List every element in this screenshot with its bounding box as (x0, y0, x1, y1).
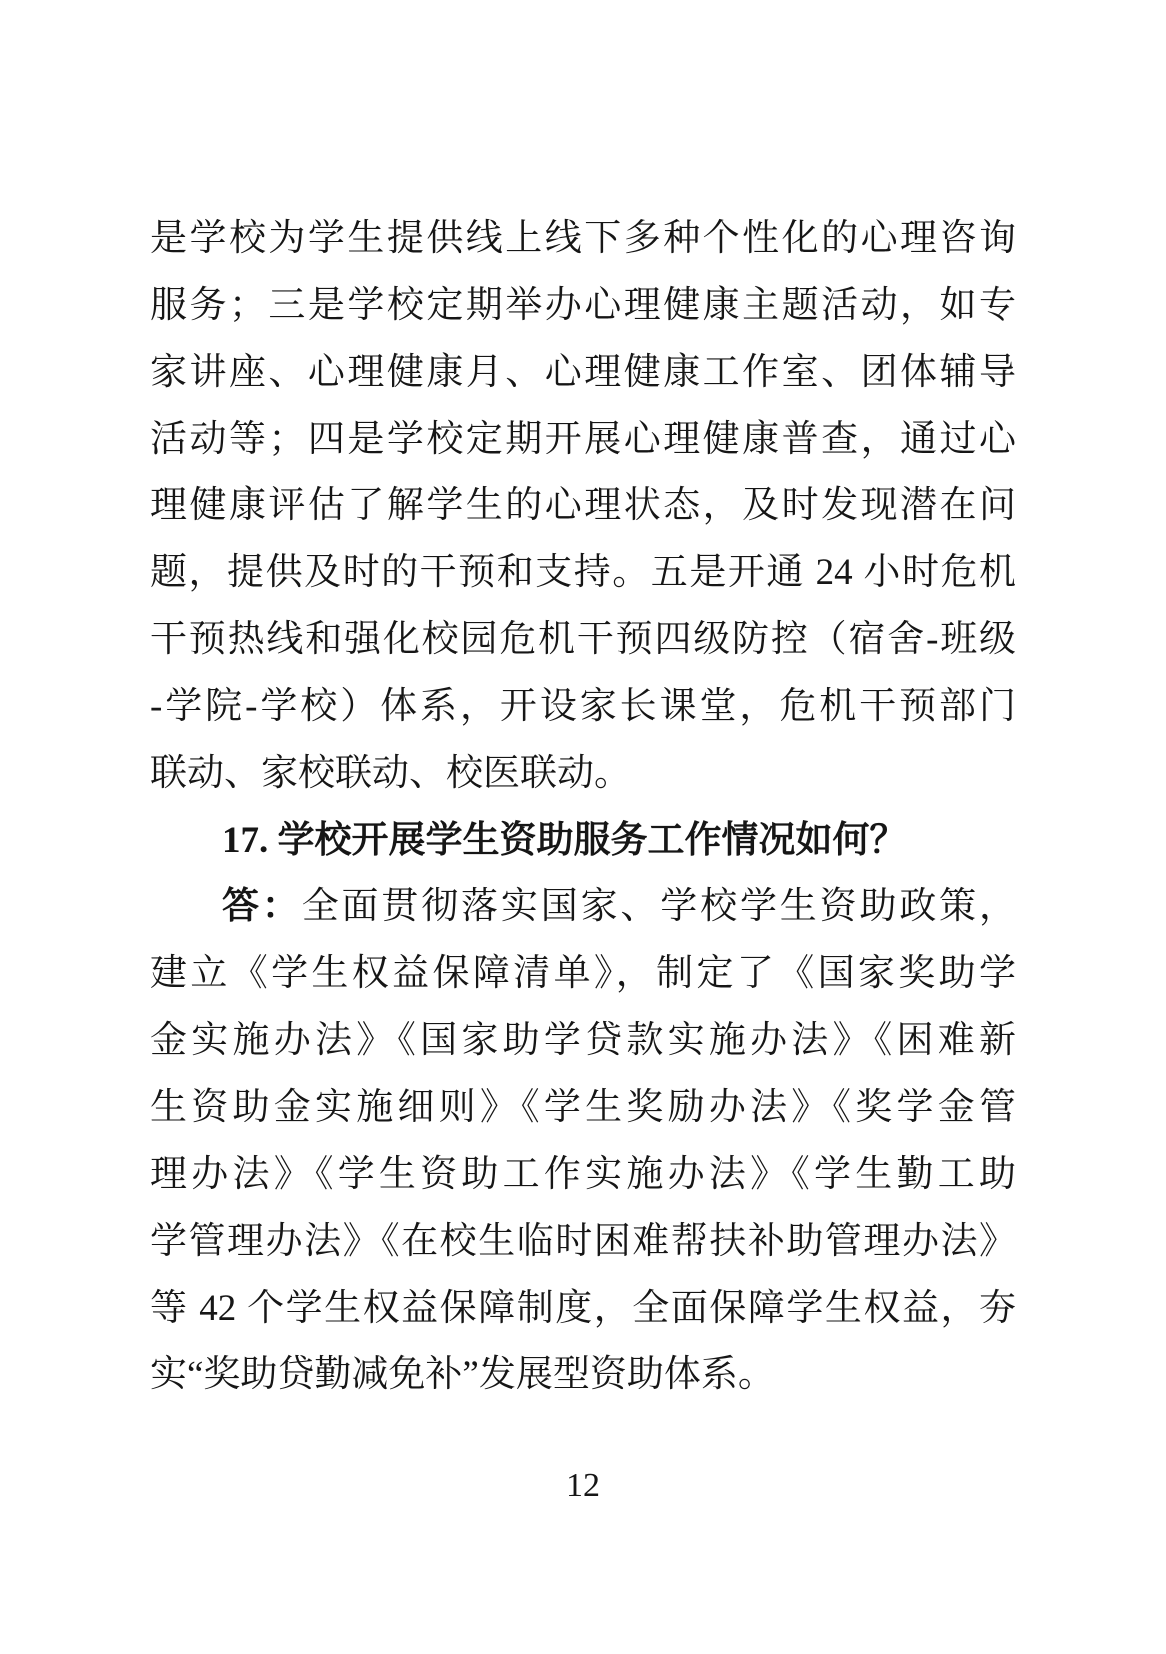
body-line: 题，提供及时的干预和支持。五是开通 24 小时危机 (150, 552, 1016, 594)
answer-prefix: 答： (222, 886, 302, 928)
body-line: 干预热线和强化校园危机干预四级防控（宿舍-班级 (150, 619, 1016, 661)
body-line: 是学校为学生提供线上线下多种个性化的心理咨询 (150, 218, 1016, 259)
question-17-heading: 17. 学校开展学生资助服务工作情况如何？ (222, 819, 907, 861)
body-line: 学管理办法》《在校生临时困难帮扶补助管理办法》 (150, 1220, 1016, 1262)
body-line: 等 42 个学生权益保障制度，全面保障学生权益，夯 (150, 1287, 1016, 1329)
body-line (150, 874, 1016, 941)
body-line: 生资助金实施细则》《学生奖励办法》《奖学金管 (150, 1086, 1016, 1128)
body-line: 家讲座、心理健康月、心理健康工作室、团体辅导 (150, 351, 1016, 393)
body-line: -学院-学校）体系，开设家长课堂，危机干预部门 (150, 685, 1016, 727)
body-line: 理健康评估了解学生的心理状态，及时发现潜在问 (150, 485, 1016, 527)
text-block (150, 206, 1016, 1409)
body-line: 理办法》《学生资助工作实施办法》《学生勤工助 (150, 1153, 1016, 1195)
body-line: 联动、家校联动、校医联动。 (150, 752, 631, 794)
body-line: 实“奖助贷勤减免补”发展型资助体系。 (150, 1354, 775, 1396)
paragraph-psychological-services (150, 206, 1016, 808)
page-number: 12 (566, 1467, 600, 1504)
body-line: 活动等；四是学校定期开展心理健康普查，通过心 (150, 418, 1016, 460)
body-line: 建立《学生权益保障清单》，制定了《国家奖助学 (150, 953, 1016, 995)
body-line: 金实施办法》《国家助学贷款实施办法》《困难新 (150, 1020, 1016, 1062)
answer-first-line: 全面贯彻落实国家、学校学生资助政策， (301, 886, 1017, 928)
paragraph-answer-17 (150, 874, 1016, 1409)
body-line: 服务；三是学校定期举办心理健康主题活动，如专 (150, 284, 1016, 326)
